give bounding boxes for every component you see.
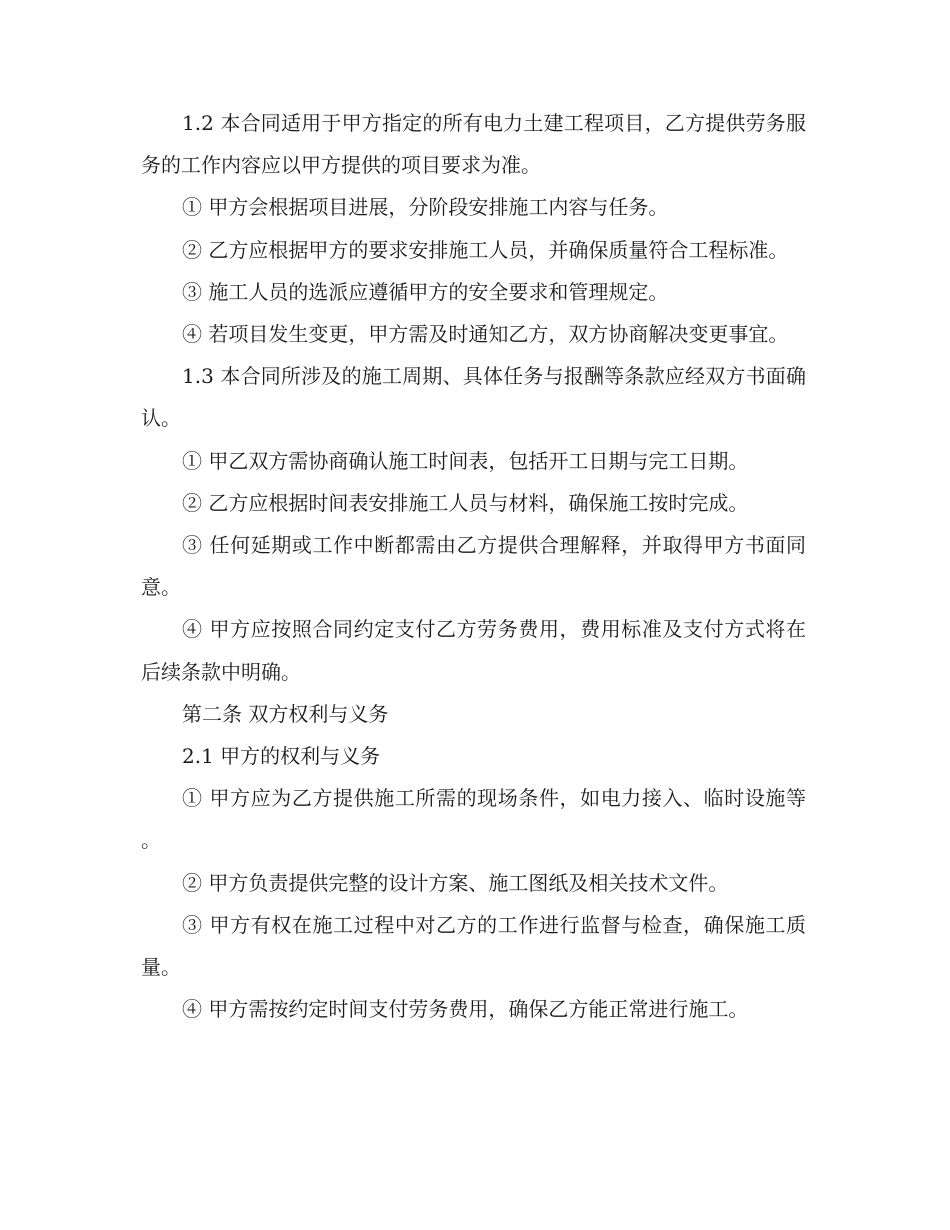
document-body xyxy=(141,102,806,1030)
clause-1-3-item-3: ③ 任何延期或工作中断都需由乙方提供合理解释，并取得甲方书面同意。 xyxy=(141,533,806,600)
clause-1-3-item-1: ① 甲乙双方需协商确认施工时间表，包括开工日期与完工日期。 xyxy=(182,448,749,473)
clause-1-3: 1.3 本合同所涉及的施工周期、具体任务与报酬等条款应经双方书面确认。 xyxy=(141,364,806,431)
clause-2-1-item-3: ③ 甲方有权在施工过程中对乙方的工作进行监督与检查，确保施工质量。 xyxy=(141,912,806,980)
clause-1-2-item-4: ④ 若项目发生变更，甲方需及时通知乙方，双方协商解决变更事宜。 xyxy=(182,322,789,347)
clause-2-1-item-2: ② 甲方负责提供完整的设计方案、施工图纸及相关技术文件。 xyxy=(182,870,729,895)
clause-1-2-item-1: ① 甲方会根据项目进展，分阶段安排施工内容与任务。 xyxy=(182,195,669,220)
clause-1-2-item-2: ② 乙方应根据甲方的要求安排施工人员，并确保质量符合工程标准。 xyxy=(182,237,789,262)
clause-1-3-item-2: ② 乙方应根据时间表安排施工人员与材料，确保施工按时完成。 xyxy=(182,490,749,515)
article-2-heading: 第二条 双方权利与义务 xyxy=(182,701,389,726)
clause-2-1-heading: 2.1 甲方的权利与义务 xyxy=(182,744,381,769)
clause-1-2-item-3: ③ 施工人员的选派应遵循甲方的安全要求和管理规定。 xyxy=(182,279,669,304)
clause-2-1-item-1: ① 甲方应为乙方提供施工所需的现场条件，如电力接入、临时设施等。 xyxy=(141,786,806,853)
clause-2-1-item-4: ④ 甲方需按约定时间支付劳务费用，确保乙方能正常进行施工。 xyxy=(182,997,749,1022)
clause-1-2: 1.2 本合同适用于甲方指定的所有电力土建工程项目，乙方提供劳务服务的工作内容应以甲方提供的项目要求为准。 xyxy=(141,111,806,178)
clause-1-3-item-4: ④ 甲方应按照合同约定支付乙方劳务费用，费用标准及支付方式将在后续条款中明确。 xyxy=(141,617,806,684)
